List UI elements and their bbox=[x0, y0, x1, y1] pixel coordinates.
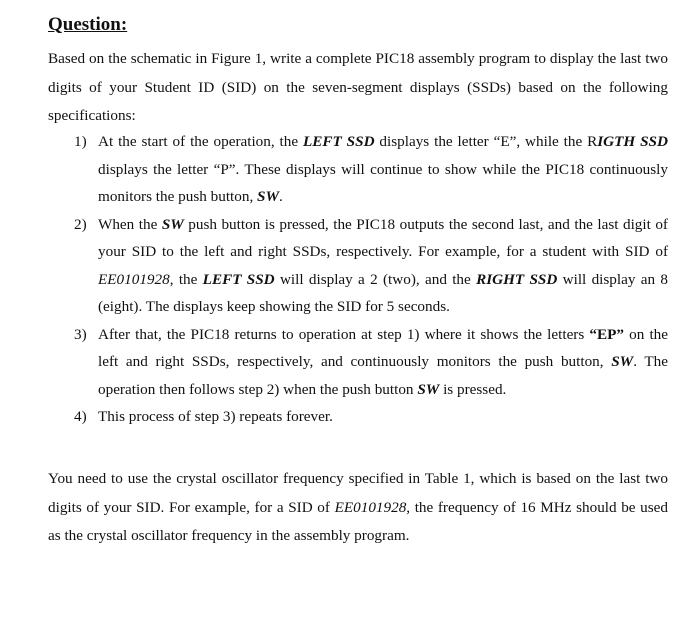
list-item-number: 3) bbox=[74, 325, 87, 343]
item-text: on the left and right SSDs, respectively, and continuously monitors the push button, bbox=[98, 325, 668, 370]
item-text: After that, the PIC18 returns to operation at step 1) where it shows the letters bbox=[98, 325, 590, 343]
item-text: When the bbox=[98, 215, 162, 233]
intro-text: Based on the schematic in Figure 1, write a complete PIC18 assembly program to display the last two digits of your Student ID (SID) on the seven-segment displays (SSDs) based on the following specifications: bbox=[48, 50, 668, 124]
item-text: will display a 2 (two), and the bbox=[274, 270, 477, 288]
list-item bbox=[48, 211, 668, 321]
specification-list bbox=[48, 128, 668, 431]
list-item-number: 1) bbox=[74, 133, 87, 150]
left-ssd-label: LEFT SSD bbox=[302, 133, 375, 150]
question-heading: Question: bbox=[48, 14, 128, 35]
sid-example: EE0101928 bbox=[334, 498, 407, 516]
list-item bbox=[48, 321, 668, 404]
item-text: This process of step 3) repeats forever. bbox=[98, 408, 333, 425]
right-ssd-label: RIGHT SSD bbox=[476, 270, 558, 288]
item-text: displays the letter “E”, while the R bbox=[374, 133, 598, 150]
intro-paragraph bbox=[48, 45, 668, 131]
item-text: is pressed. bbox=[439, 380, 507, 398]
list-item bbox=[48, 403, 668, 431]
item-text: At the start of the operation, the bbox=[98, 133, 303, 150]
list-item-number: 4) bbox=[74, 408, 87, 425]
sid-example: EE0101928 bbox=[98, 270, 170, 288]
list-item bbox=[48, 128, 668, 211]
item-text: push button is pressed, the PIC18 outputs the second last, and the last digit of your SID to the left and right SSDs, respectively. For example, for a student with SID of bbox=[98, 215, 668, 260]
item-text: displays the letter “P”. These displays will continue to show while the PIC18 continuously monitors the push button, bbox=[98, 160, 668, 205]
item-text: . The operation then follows step 2) when the push button bbox=[98, 353, 668, 398]
sw-label: SW bbox=[611, 353, 634, 370]
sw-label: SW bbox=[161, 215, 184, 233]
list-item-number: 2) bbox=[74, 215, 87, 233]
closing-text: , the frequency of 16 MHz should be used as the crystal oscillator frequency in the assembly program. bbox=[48, 498, 669, 544]
rigth-ssd-label: IGTH SSD bbox=[597, 133, 668, 150]
sw-label: SW bbox=[417, 380, 440, 398]
item-text: . bbox=[279, 188, 283, 205]
closing-paragraph bbox=[48, 465, 668, 551]
sw-label: SW bbox=[257, 188, 279, 205]
left-ssd-label: LEFT SSD bbox=[202, 270, 275, 288]
item-text: , the bbox=[169, 270, 203, 288]
item-text: will display an 8 (eight). The displays keep showing the SID for 5 seconds. bbox=[98, 270, 668, 315]
closing-text: You need to use the crystal oscillator frequency specified in Table 1, which is based on the last two digits of your SID. For example, for a SID of bbox=[48, 470, 668, 516]
ep-label: “EP” bbox=[589, 325, 625, 343]
